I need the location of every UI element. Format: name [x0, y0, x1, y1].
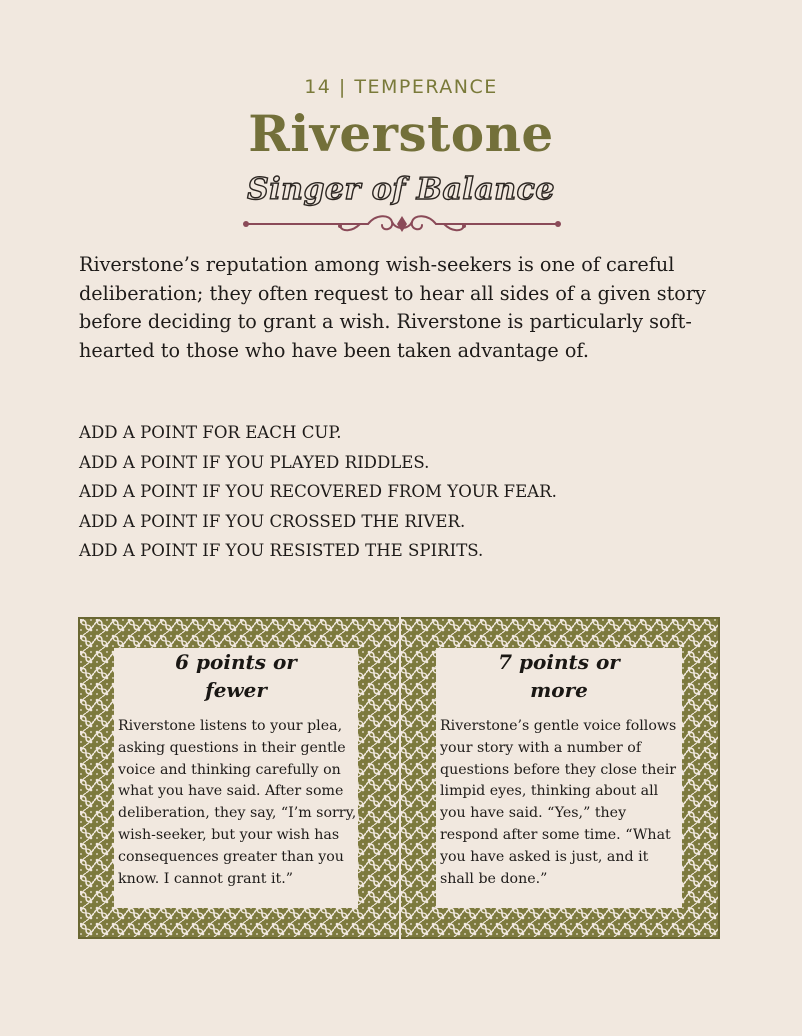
- outcome-heading-line: fewer: [205, 678, 267, 702]
- outcome-card-low: [114, 648, 358, 908]
- page-subtitle: Singer of Balance: [247, 172, 555, 207]
- intro-paragraph: Riverstone’s reputation among wish-seekers is one of careful deliberation; they often request to hear all sides of a given story before deciding to grant a wish. Riverstone is particularly soft-hearted to those who have been taken advantage of.: [79, 253, 706, 362]
- outcome-text: Riverstone listens to your plea, asking questions in their gentle voice and thinking carefully on what you have said. After some deliberation, they say, “I’m sorry, wish-seeker, but your wish has consequences greater than you know. I cannot grant it.”: [118, 718, 357, 887]
- outcome-text: Riverstone’s gentle voice follows your story with a number of questions before they close their limpid eyes, thinking about all you have said. “Yes,” they respond after some time. “What you have asked is just, and it shall be done.”: [440, 718, 677, 887]
- scoring-rule: ADD A POINT IF YOU CROSSED THE RIVER.: [79, 511, 466, 531]
- scoring-rule: ADD A POINT IF YOU RECOVERED FROM YOUR FEAR.: [79, 482, 557, 502]
- scoring-rule: ADD A POINT FOR EACH CUP.: [79, 423, 342, 442]
- page-title: Riverstone: [248, 104, 554, 163]
- outcome-heading-line: more: [530, 678, 588, 702]
- scoring-rule: ADD A POINT IF YOU RESISTED THE SPIRITS.: [79, 541, 484, 561]
- outcome-heading: [436, 648, 682, 704]
- outcome-heading: [114, 648, 358, 704]
- outcome-card-high: [436, 648, 682, 908]
- scoring-rule: ADD A POINT IF YOU PLAYED RIDDLES.: [79, 452, 430, 472]
- scoring-rules: [79, 418, 739, 566]
- outcome-heading-line: 6 points or: [175, 650, 297, 674]
- chapter-kicker: 14 | TEMPERANCE: [304, 76, 498, 98]
- outcome-heading-line: 7 points or: [498, 650, 620, 674]
- ornamental-flourish: [242, 212, 562, 238]
